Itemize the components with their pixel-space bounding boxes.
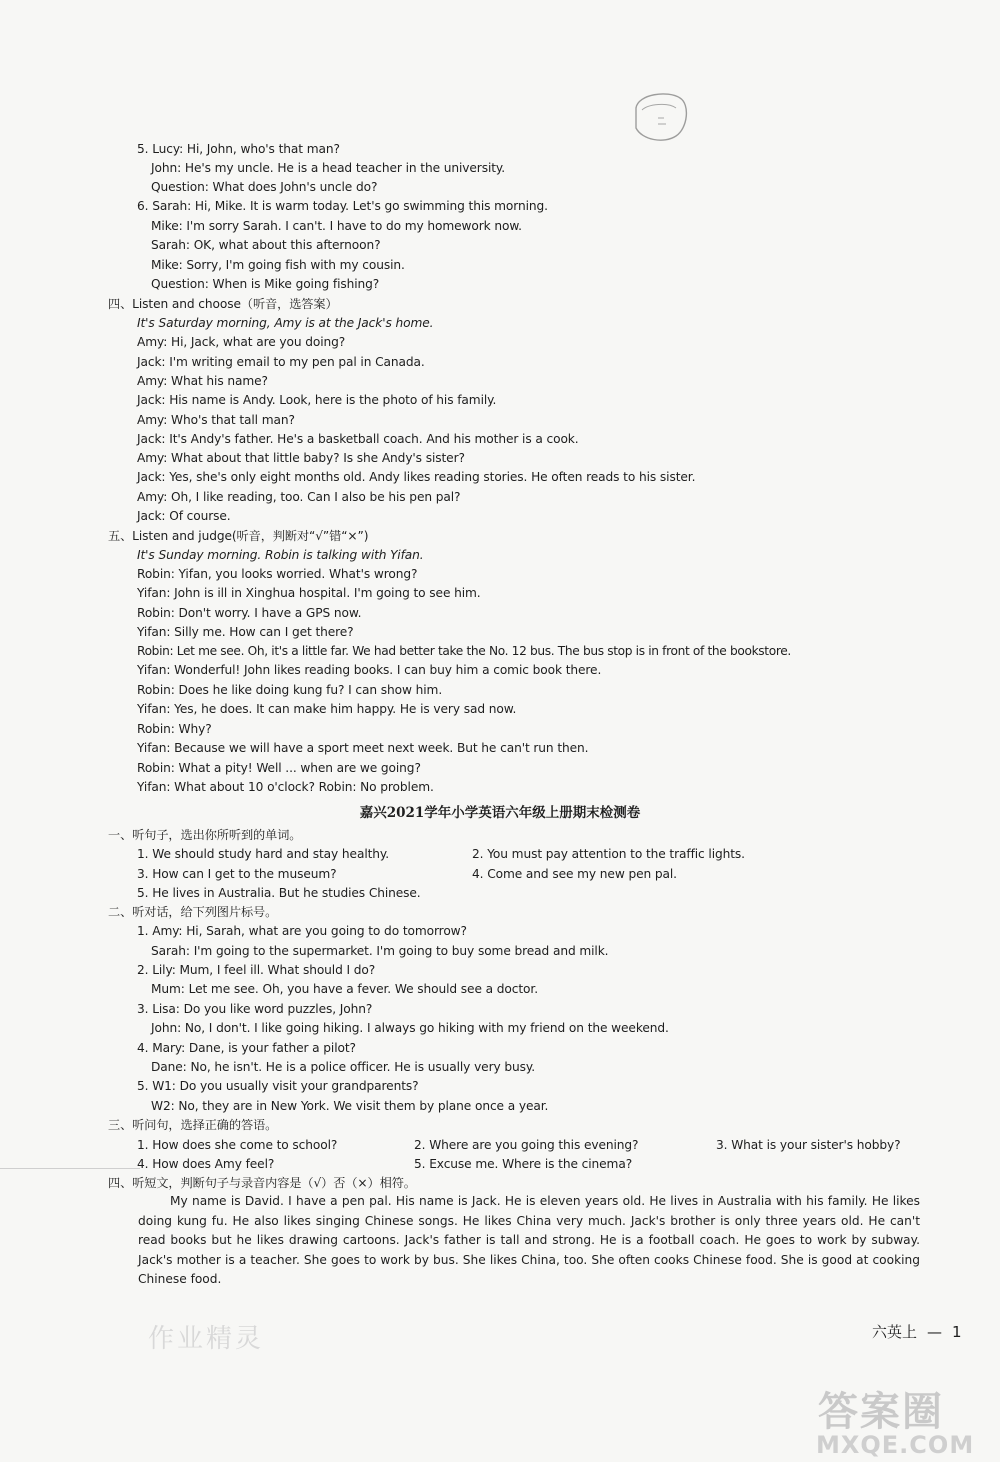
question-item: 3. What is your sister's hobby?	[716, 1138, 901, 1152]
question-heading: 二、听对话，给下列图片标号。	[108, 905, 278, 919]
book-label: 六英上	[872, 1323, 918, 1341]
scan-line	[0, 1168, 140, 1169]
scene-description: It's Sunday morning. Robin is talking with Yifan.	[137, 548, 424, 562]
transcript-line: Jack: His name is Andy. Look, here is the photo of his family.	[137, 393, 497, 407]
transcript-line: John: No, I don't. I like going hiking. I always go hiking with my friend on the weekend.	[151, 1021, 669, 1035]
question-item: 2. You must pay attention to the traffic lights.	[472, 847, 745, 861]
transcript-line: 3. Lisa: Do you like word puzzles, John?	[137, 1002, 373, 1016]
question-heading: 四、听短文，判断句子与录音内容是（√）否（×）相符。	[108, 1176, 416, 1190]
transcript-line: John: He's my uncle. He is a head teacher in the university.	[151, 161, 506, 175]
transcript-line: Question: When is Mike going fishing?	[151, 277, 380, 291]
transcript-line: Robin: Why?	[137, 722, 212, 736]
transcript-line: Robin: Does he like doing kung fu? I can show him.	[137, 683, 443, 697]
transcript-line: 5. W1: Do you usually visit your grandparents?	[137, 1079, 419, 1093]
section-heading: 四、Listen and choose（听音，选答案）	[108, 297, 338, 311]
question-item: 3. How can I get to the museum?	[137, 867, 337, 881]
faded-watermark: 作业精灵	[148, 1324, 265, 1354]
transcript-line: Amy: What about that little baby? Is she Andy's sister?	[137, 451, 465, 465]
watermark-url: MXQE.COM	[816, 1431, 975, 1459]
transcript-line: Jack: Yes, she's only eight months old. Andy likes reading stories. He often reads to his sister.	[137, 470, 696, 484]
transcript-line: Yifan: What about 10 o'clock? Robin: No problem.	[137, 780, 434, 794]
watermark-logo: 答案圈	[818, 1389, 944, 1435]
transcript-line: Amy: Oh, I like reading, too. Can I also be his pen pal?	[137, 490, 461, 504]
transcript-line: Robin: What a pity! Well ... when are we going?	[137, 761, 421, 775]
transcript-line: W2: No, they are in New York. We visit them by plane once a year.	[151, 1099, 549, 1113]
question-item: 4. Come and see my new pen pal.	[472, 867, 677, 881]
stamp-icon	[628, 88, 692, 144]
question-item: 4. How does Amy feel?	[137, 1157, 275, 1171]
transcript-line: Amy: Hi, Jack, what are you doing?	[137, 335, 346, 349]
transcript-line: Question: What does John's uncle do?	[151, 180, 378, 194]
question-item: 5. Excuse me. Where is the cinema?	[414, 1157, 633, 1171]
transcript-line: 6. Sarah: Hi, Mike. It is warm today. Let's go swimming this morning.	[137, 199, 548, 213]
question-heading: 一、听句子，选出你所听到的单词。	[108, 828, 302, 842]
question-item: 2. Where are you going this evening?	[414, 1138, 639, 1152]
transcript-line: Yifan: John is ill in Xinghua hospital. I'm going to see him.	[137, 586, 481, 600]
transcript-line: Sarah: I'm going to the supermarket. I'm going to buy some bread and milk.	[151, 944, 609, 958]
transcript-line: 4. Mary: Dane, is your father a pilot?	[137, 1041, 356, 1055]
transcript-line: Yifan: Silly me. How can I get there?	[137, 625, 354, 639]
transcript-line: Yifan: Wonderful! John likes reading books. I can buy him a comic book there.	[137, 663, 602, 677]
transcript-line: Jack: It's Andy's father. He's a basketball coach. And his mother is a cook.	[137, 432, 579, 446]
transcript-line: 5. Lucy: Hi, John, who's that man?	[137, 142, 340, 156]
exam-title: 嘉兴2021学年小学英语六年级上册期末检测卷	[359, 805, 641, 821]
transcript-line: Mike: Sorry, I'm going fish with my cousin.	[151, 258, 405, 272]
transcript-line: Jack: Of course.	[137, 509, 231, 523]
transcript-line: Yifan: Because we will have a sport meet next week. But he can't run then.	[137, 741, 589, 755]
question-item: 1. We should study hard and stay healthy.	[137, 847, 390, 861]
scene-description: It's Saturday morning, Amy is at the Jack's home.	[137, 316, 434, 330]
transcript-line: Robin: Yifan, you looks worried. What's wrong?	[137, 567, 418, 581]
transcript-line: 1. Amy: Hi, Sarah, what are you going to do tomorrow?	[137, 924, 467, 938]
question-heading: 三、听问句，选择正确的答语。	[108, 1118, 278, 1132]
transcript-line: Mum: Let me see. Oh, you have a fever. We should see a doctor.	[151, 982, 538, 996]
transcript-line: Jack: I'm writing email to my pen pal in Canada.	[137, 355, 425, 369]
transcript-line: Amy: What his name?	[137, 374, 268, 388]
section-heading: 五、Listen and judge(听音，判断对“√”错“×”)	[108, 529, 369, 543]
transcript-line: Mike: I'm sorry Sarah. I can't. I have to do my homework now.	[151, 219, 522, 233]
transcript-line: Yifan: Yes, he does. It can make him happy. He is very sad now.	[137, 702, 517, 716]
question-item: 1. How does she come to school?	[137, 1138, 338, 1152]
transcript-line: Robin: Let me see. Oh, it's a little far. We had better take the No. 12 bus. The bus stop is in front of the bookstore.	[137, 644, 791, 658]
transcript-line: Sarah: OK, what about this afternoon?	[151, 238, 381, 252]
transcript-line: 2. Lily: Mum, I feel ill. What should I do?	[137, 963, 376, 977]
transcript-line: Dane: No, he isn't. He is a police officer. He is usually very busy.	[151, 1060, 536, 1074]
page-number: 1	[952, 1323, 962, 1341]
listening-passage: My name is David. I have a pen pal. His name is Jack. He is eleven years old. He lives in Australia with his family. He likes doing kung fu. He also likes singing Chinese songs. He likes China very much. Jack's brother is only three years old. He can't read books but he likes drawing cartoons. Jack's father is tall and strong. He is a football coach. He goes to work by subway. Jack's mother is a teacher. She goes to work by bus. She likes China, too. She often cooks Chinese food. She is good at cooking Chinese food.	[138, 1194, 920, 1286]
footer-dash: —	[927, 1323, 943, 1341]
transcript-line: Amy: Who's that tall man?	[137, 413, 295, 427]
question-item: 5. He lives in Australia. But he studies Chinese.	[137, 886, 421, 900]
page-footer	[872, 1322, 962, 1342]
transcript-line: Robin: Don't worry. I have a GPS now.	[137, 606, 362, 620]
